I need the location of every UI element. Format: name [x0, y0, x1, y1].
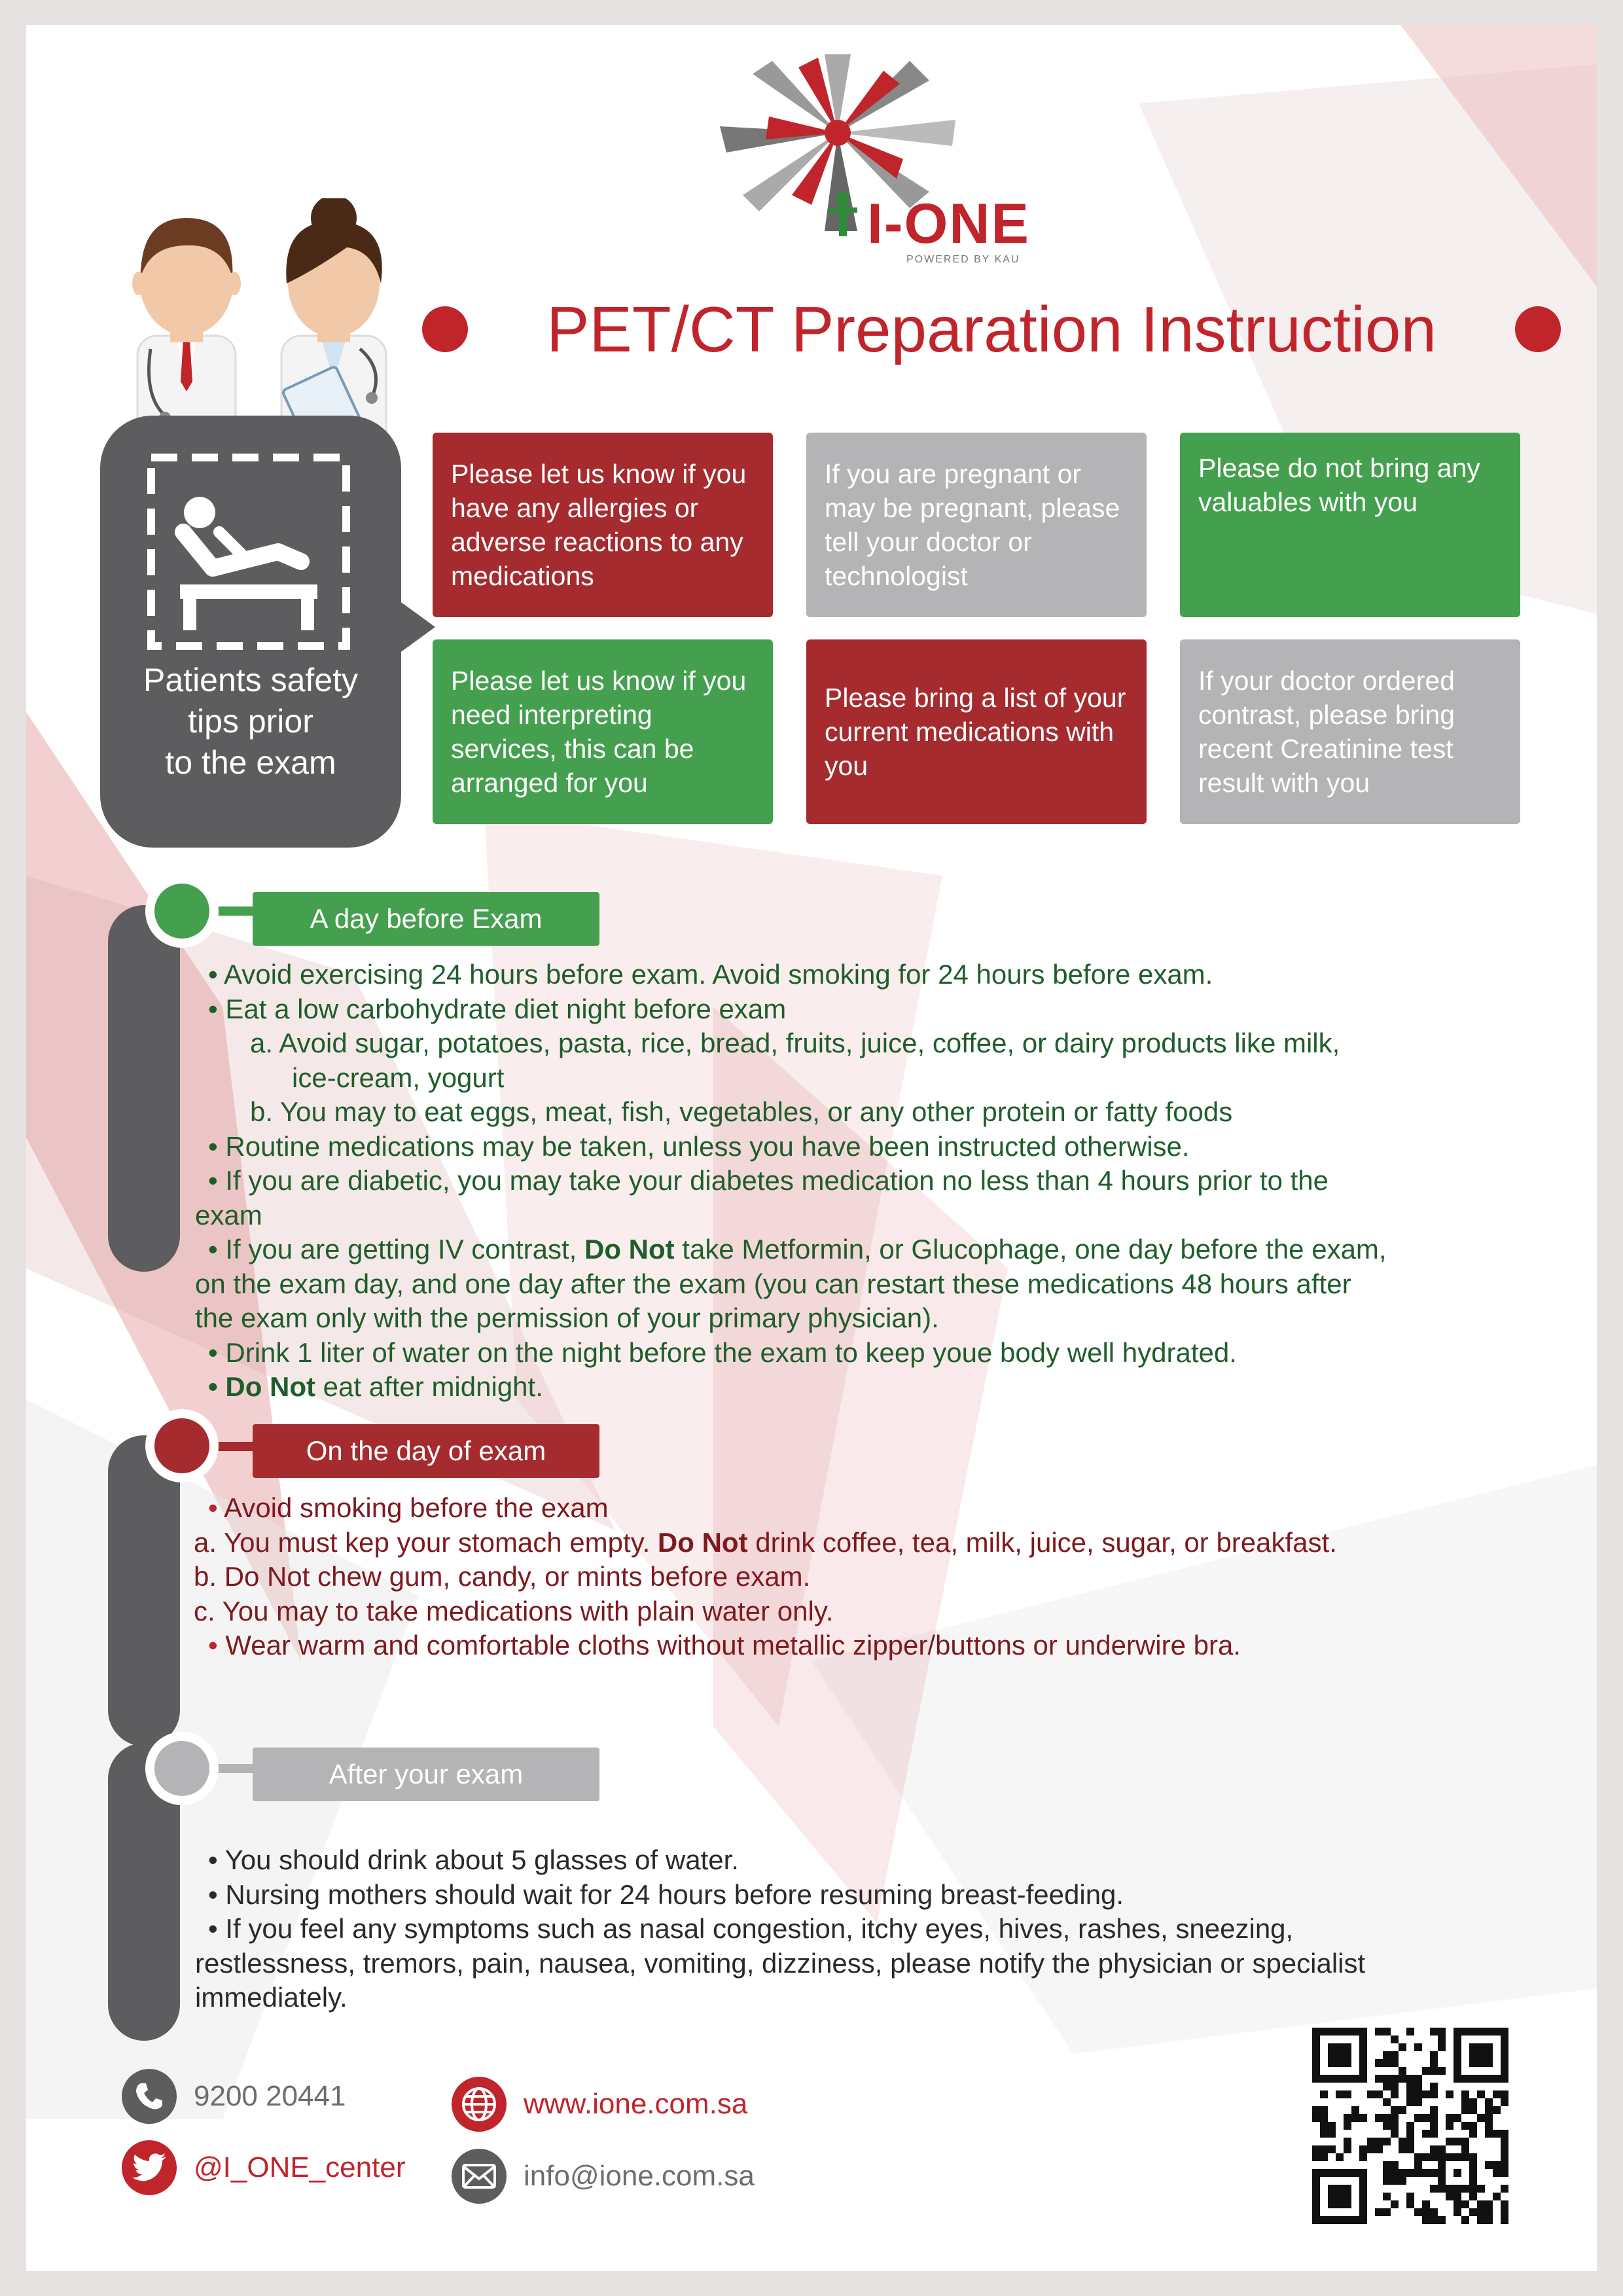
instruction-line: • Nursing mothers should wait for 24 hours before resuming breast-feeding.: [208, 1878, 1124, 1910]
tip-text: Please do not bring any valuables with you: [1198, 453, 1480, 517]
twitter-contact[interactable]: [122, 2140, 405, 2195]
tip-interpreting: [433, 639, 773, 824]
website-url: www.ione.com.sa: [524, 2088, 748, 2120]
instruction-line: immediately.: [195, 1982, 348, 2013]
tip-pregnancy: [806, 433, 1147, 617]
tip-contrast: [1180, 639, 1520, 824]
instruction-line: [194, 1526, 1569, 1560]
safety-tips-label: Patients safety tips prior to the exam: [143, 662, 358, 781]
website-link[interactable]: [452, 2077, 747, 2132]
timeline-dot-green: [145, 874, 219, 948]
instruction-line: • Avoid exercising 24 hours before exam. Avoid smoking for 24 hours before exam.: [208, 959, 1213, 990]
page-title: PET/CT Preparation Instruction: [546, 293, 1436, 365]
tip-text: If your doctor ordered contrast, please bring recent Creatinine test result with you: [1198, 666, 1455, 798]
instruction-line: b. You may to eat eggs, meat, fish, vegetables, or any other protein or fatty foods: [250, 1096, 1233, 1127]
timeline-bar-day-before: [108, 905, 180, 1272]
instruction-line: [208, 1232, 1569, 1267]
instruction-line: exam: [195, 1199, 262, 1230]
day-before-instructions: [195, 958, 1569, 1405]
twitter-icon: [122, 2140, 177, 2195]
tip-text: If you are pregnant or may be pregnant, please tell your doctor or technologist: [825, 459, 1120, 591]
timeline-dot-red: [145, 1409, 219, 1482]
instruction-line: [208, 1491, 1569, 1526]
globe-icon: [452, 2077, 507, 2132]
section-label-after: After your exam: [253, 1748, 599, 1801]
patient-bed-icon: [147, 454, 350, 650]
text-run: •: [208, 1371, 226, 1402]
emphasis-do-not: Do Not: [584, 1234, 675, 1265]
instruction-line: [208, 1370, 1569, 1405]
tip-text: Please let us know if you have any allergies or adverse reactions to any medications: [451, 459, 747, 591]
text-run: Avoid smoking before the exam: [217, 1492, 609, 1523]
tip-medication-list: [806, 639, 1147, 824]
instruction-line: [208, 1628, 1569, 1663]
logo-tagline: POWERED BY KAU: [906, 254, 1020, 265]
title-row: [422, 287, 1561, 372]
text-run: drink coffee, tea, milk, juice, sugar, or breakfast.: [747, 1526, 1337, 1558]
tip-text: Please let us know if you need interpreting services, this can be arranged for you: [451, 666, 747, 798]
timeline-dot-gray: [145, 1732, 219, 1805]
exam-day-instructions: [194, 1491, 1569, 1663]
instruction-line: restlessness, tremors, pain, nausea, vomiting, dizziness, please notify the physician or specialist: [195, 1947, 1366, 1979]
phone-contact[interactable]: [122, 2069, 346, 2124]
email-link[interactable]: [452, 2149, 755, 2204]
instruction-line: • If you are diabetic, you may take your diabetes medication no less than 4 hours prior to the: [208, 1165, 1329, 1196]
logo-text: I-ONE: [867, 192, 1030, 255]
instruction-line: • Eat a low carbohydrate diet night before exam: [208, 993, 787, 1024]
text-run: a. You must kep your stomach empty.: [194, 1526, 658, 1558]
tip-valuables: [1180, 433, 1520, 617]
instruction-line: the exam only with the permission of your primary physician).: [195, 1302, 939, 1333]
email-address: info@ione.com.sa: [524, 2160, 755, 2192]
instruction-line: • You should drink about 5 glasses of water.: [208, 1844, 739, 1875]
title-dot-right: [1515, 306, 1561, 352]
phone-icon: [122, 2069, 177, 2124]
section-label-day-before: A day before Exam: [253, 892, 599, 946]
emphasis-do-not: Do Not: [225, 1371, 316, 1402]
text-run: Wear warm and comfortable cloths without metallic zipper/buttons or underwire bra.: [217, 1630, 1241, 1660]
after-exam-instructions: [195, 1843, 1569, 2015]
instruction-line: on the exam day, and one day after the exam (you can restart these medications 48 hours after: [195, 1268, 1351, 1299]
mail-icon: [452, 2149, 507, 2204]
text-run: • If you are getting IV contrast,: [208, 1234, 584, 1265]
qr-code[interactable]: [1312, 2028, 1508, 2224]
timeline-bar-exam-day: [108, 1435, 180, 1746]
text-run: take Metformin, or Glucophage, one day before the exam,: [674, 1234, 1387, 1265]
twitter-handle: @I_ONE_center: [194, 2151, 406, 2183]
tip-text: Please bring a list of your current medications with you: [825, 683, 1126, 781]
safety-card-pointer: [399, 601, 435, 653]
instruction-line: ice-cream, yogurt: [292, 1062, 505, 1093]
instruction-line: a. Avoid sugar, potatoes, pasta, rice, bread, fruits, juice, coffee, or dairy products like milk,: [250, 1028, 1340, 1058]
emphasis-do-not: Do Not: [657, 1526, 748, 1558]
text-run: eat after midnight.: [315, 1371, 543, 1402]
instruction-line: • If you feel any symptoms such as nasal congestion, itchy eyes, hives, rashes, sneezing,: [208, 1913, 1294, 1944]
section-label-exam-day: On the day of exam: [253, 1424, 599, 1478]
bullet: •: [208, 1630, 218, 1660]
bullet: •: [208, 1492, 218, 1523]
poster: [26, 25, 1597, 2271]
title-dot-left: [422, 306, 468, 352]
instruction-line: • Routine medications may be taken, unless you have been instructed otherwise.: [208, 1130, 1190, 1162]
instruction-line: c. You may to take medications with plain water only.: [194, 1595, 834, 1626]
instruction-line: b. Do Not chew gum, candy, or mints before exam.: [194, 1561, 811, 1592]
tip-allergies: [433, 433, 773, 617]
phone-number: 9200 20441: [194, 2080, 346, 2112]
instruction-line: • Drink 1 liter of water on the night before the exam to keep youe body well hydrated.: [208, 1336, 1237, 1368]
